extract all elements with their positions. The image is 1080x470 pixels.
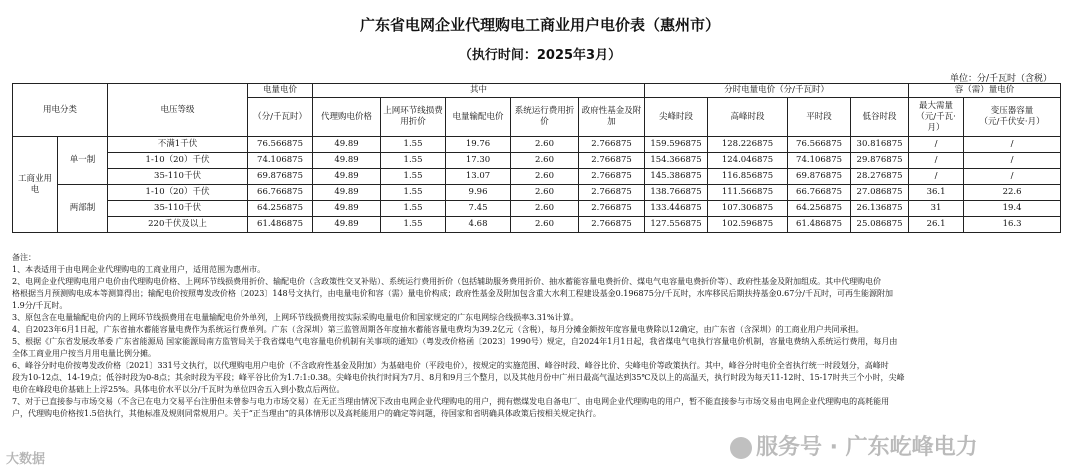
cell-demand: / [909, 169, 964, 185]
note-line: 全体工商业用户按当月用电量比例分摊。 [12, 349, 156, 358]
note-line: 户，代理购电价格按1.5倍执行，其他标准及规则同常规用户。关于“正当理由”的具体情形以及高耗能用户的确定等问题，待国家和省明确具体政策后按相关规定执行。 [12, 409, 601, 418]
cell-agency: 49.89 [313, 169, 381, 185]
cell-transformer: 19.4 [964, 201, 1061, 217]
cell-high: 128.226875 [708, 137, 788, 153]
cell-peak: 154.366875 [645, 153, 708, 169]
cell-peak: 138.766875 [645, 185, 708, 201]
header-transformer-unit: （元/千伏安·月） [979, 117, 1045, 127]
cell-agency: 49.89 [313, 201, 381, 217]
cell-loss: 1.55 [381, 137, 446, 153]
header-transmission-price: 电量输配电价 [446, 98, 511, 137]
table-row [13, 201, 1061, 217]
cell-fund: 2.766875 [579, 217, 645, 233]
cell-fund: 2.766875 [579, 153, 645, 169]
cell-energy: 69.876875 [248, 169, 313, 185]
cell-transmission: 13.07 [446, 169, 511, 185]
cell-peak: 159.596875 [645, 137, 708, 153]
cell-loss: 1.55 [381, 201, 446, 217]
header-valley: 低谷时段 [851, 98, 909, 137]
notes-section [12, 252, 1062, 420]
cell-transformer: / [964, 169, 1061, 185]
price-table [12, 83, 1061, 233]
cell-flat: 69.876875 [788, 169, 851, 185]
cell-energy: 76.566875 [248, 137, 313, 153]
header-among: 其中 [313, 84, 645, 98]
cell-peak: 145.386875 [645, 169, 708, 185]
cell-flat: 76.566875 [788, 137, 851, 153]
header-voltage: 电压等级 [108, 84, 248, 137]
notes-heading: 备注： [12, 253, 36, 262]
table-row [13, 169, 1061, 185]
cell-fund: 2.766875 [579, 137, 645, 153]
cell-demand: / [909, 137, 964, 153]
cell-transmission: 19.76 [446, 137, 511, 153]
cell-voltage: 35-110千伏 [108, 201, 248, 217]
header-max-demand [909, 98, 964, 137]
table-row [13, 217, 1061, 233]
note-line: 格根据当月预测购电成本等测算得出；输配电价按照粤发改价格〔2023〕148号文执行，由电量电价和容（需）量电价构成；政府性基金及附加包含重大水利工程建设基金0.196875分/千瓦时，水库移民后期扶持基金0.67分/千瓦时，可再生能源附加 [12, 289, 893, 298]
cell-loss: 1.55 [381, 169, 446, 185]
header-fund-price: 政府性基金及附加 [579, 98, 645, 137]
cell-transformer: / [964, 153, 1061, 169]
cell-high: 102.596875 [708, 217, 788, 233]
unit-label: 单位：分/千瓦时（含税） [949, 74, 1052, 84]
cell-loss: 1.55 [381, 217, 446, 233]
cell-demand: 31 [909, 201, 964, 217]
cell-voltage: 不满1千伏 [108, 137, 248, 153]
header-peak: 尖峰时段 [645, 98, 708, 137]
cell-flat: 74.106875 [788, 153, 851, 169]
cell-flat: 64.256875 [788, 201, 851, 217]
header-capacity-price: 容（需）量电价 [909, 84, 1061, 98]
cell-agency: 49.89 [313, 217, 381, 233]
table-row [13, 185, 1061, 201]
group-double: 两部制 [58, 185, 108, 233]
cell-agency: 49.89 [313, 137, 381, 153]
cell-transmission: 9.96 [446, 185, 511, 201]
note-line: 6、峰谷分时电价按粤发改价格〔2021〕331号文执行，以代理购电用户电价（不含政府性基金及附加）为基础电价（平段电价），按规定的实施范围、峰谷时段、峰谷比价、尖峰电价等政策执行。其中，峰谷分时电价全省执行统一时段划分，高峰时 [12, 361, 889, 370]
note-line: 7、对于已直接参与市场交易（不含已在电力交易平台注册但未曾参与电力市场交易）在无正当理由情况下改由电网企业代理购电的用户，拥有燃煤发电自备电厂、由电网企业代理购电的用户，暂不能直接参与市场交易由电网企业代理购电的高耗能用 [12, 397, 890, 406]
note-line: 1.9分/千瓦时。 [12, 301, 68, 310]
note-line: 4、自2023年6月1日起，广东省抽水蓄能容量电费作为系统运行费单列。广东（含深圳）第三监管周期各年度抽水蓄能容量电费均为39.2亿元（含税），每月分摊金额按年度容量电费除以12确定，由广东省（含深圳）的工商业用户共同承担。 [12, 325, 864, 334]
cell-flat: 61.486875 [788, 217, 851, 233]
cell-transformer: 16.3 [964, 217, 1061, 233]
cell-high: 111.566875 [708, 185, 788, 201]
cell-transmission: 7.45 [446, 201, 511, 217]
cell-energy: 64.256875 [248, 201, 313, 217]
cell-demand: / [909, 153, 964, 169]
cell-demand: 26.1 [909, 217, 964, 233]
cell-energy: 74.106875 [248, 153, 313, 169]
cell-loss: 1.55 [381, 153, 446, 169]
cell-voltage: 35-110千伏 [108, 169, 248, 185]
header-loss-price: 上网环节线损费用折价 [381, 98, 446, 137]
cell-valley: 30.816875 [851, 137, 909, 153]
cell-fund: 2.766875 [579, 201, 645, 217]
header-flat: 平时段 [788, 98, 851, 137]
cell-transmission: 17.30 [446, 153, 511, 169]
cell-high: 116.856875 [708, 169, 788, 185]
header-transformer-label: 变压器容量 [990, 106, 1034, 116]
cell-fund: 2.766875 [579, 185, 645, 201]
page-subtitle: （执行时间：2025年3月） [458, 48, 622, 63]
group-single: 单一制 [58, 137, 108, 185]
cell-valley: 29.876875 [851, 153, 909, 169]
cell-energy: 61.486875 [248, 217, 313, 233]
cell-peak: 133.446875 [645, 201, 708, 217]
cell-valley: 27.086875 [851, 185, 909, 201]
cell-system: 2.60 [511, 169, 579, 185]
cell-high: 107.306875 [708, 201, 788, 217]
header-system-price: 系统运行费用折价 [511, 98, 579, 137]
header-max-demand-label: 最大需量 [919, 100, 954, 111]
cell-system: 2.60 [511, 153, 579, 169]
header-transformer [964, 98, 1061, 137]
cell-agency: 49.89 [313, 153, 381, 169]
header-agency-price: 代理购电价格 [313, 98, 381, 137]
note-line: 2、电网企业代理购电用户电价由代理购电价格、上网环节线损费用折价、输配电价（含政策性交叉补贴）、系统运行费用折价（包括辅助服务费用折价、抽水蓄能容量电费折价、煤电气电容量电费折价等）、政府性基金及附加组成。其中代理购电价 [12, 277, 882, 286]
corner-watermark: 大数据 [6, 452, 46, 467]
cell-system: 2.60 [511, 137, 579, 153]
cell-demand: 36.1 [909, 185, 964, 201]
note-line: 5、根据《广东省发展改革委 广东省能源局 国家能源局南方监管局关于我省煤电气电容量电价机制有关事项的通知》（粤发改价格函〔2023〕1990号）规定，自2024年1月1日起，我省煤电气电执行容量电价机制，容量电费纳入系统运行费用，每月由 [12, 337, 898, 346]
cell-high: 124.046875 [708, 153, 788, 169]
cell-transformer: / [964, 137, 1061, 153]
header-tou-price: 分时电量电价（分/千瓦时） [645, 84, 909, 98]
cell-voltage: 220千伏及以上 [108, 217, 248, 233]
cell-valley: 25.086875 [851, 217, 909, 233]
cell-fund: 2.766875 [579, 169, 645, 185]
category-cell: 工商业用电 [13, 137, 58, 233]
header-energy-price-unit: （分/千瓦时） [248, 98, 313, 137]
table-row [13, 153, 1061, 169]
cell-agency: 49.89 [313, 185, 381, 201]
watermark [730, 430, 978, 461]
page-title: 广东省电网企业代理购电工商业用户电价表（惠州市） [359, 16, 720, 34]
header-high: 高峰时段 [708, 98, 788, 137]
header-use-category: 用电分类 [13, 84, 108, 137]
note-line: 段为10-12点、14-19点；低谷时段为0-8点；其余时段为平段；峰平谷比价为1.7:1:0.38。尖峰电价执行时间为7月、8月和9月三个整月，以及其他月份中广州日最高气温达到35℃及以上的高温天，执行时段为每天11-12时、15-17时共三个小时，尖峰 [12, 373, 905, 382]
cell-flat: 66.766875 [788, 185, 851, 201]
cell-valley: 26.136875 [851, 201, 909, 217]
cell-energy: 66.766875 [248, 185, 313, 201]
cell-loss: 1.55 [381, 185, 446, 201]
cell-system: 2.60 [511, 201, 579, 217]
note-line: 电价在峰段电价基础上上浮25%。具体电价水平以分/千瓦时为单位四舍五入到小数点后两位。 [12, 385, 345, 394]
note-line: 1、本表适用于由电网企业代理购电的工商业用户，适用范围为惠州市。 [12, 265, 266, 274]
cell-transmission: 4.68 [446, 217, 511, 233]
cell-voltage: 1-10（20）千伏 [108, 185, 248, 201]
cell-system: 2.60 [511, 217, 579, 233]
cell-valley: 28.276875 [851, 169, 909, 185]
header-energy-price: 电量电价 [248, 84, 313, 98]
note-line: 3、原包含在电量输配电价内的上网环节线损费用在电量输配电价外单列，上网环节线损费用按实际采购电量电价和国家规定的广东电网综合线损率3.31%计算。 [12, 313, 579, 322]
table-row [13, 137, 1061, 153]
header-max-demand-unit: （元/千瓦·月） [916, 111, 956, 133]
cell-system: 2.60 [511, 185, 579, 201]
cell-peak: 127.556875 [645, 217, 708, 233]
watermark-text: 服务号 · 广东屹峰电力 [756, 435, 978, 460]
cell-voltage: 1-10（20）千伏 [108, 153, 248, 169]
cell-transformer: 22.6 [964, 185, 1061, 201]
wechat-icon [730, 437, 752, 459]
